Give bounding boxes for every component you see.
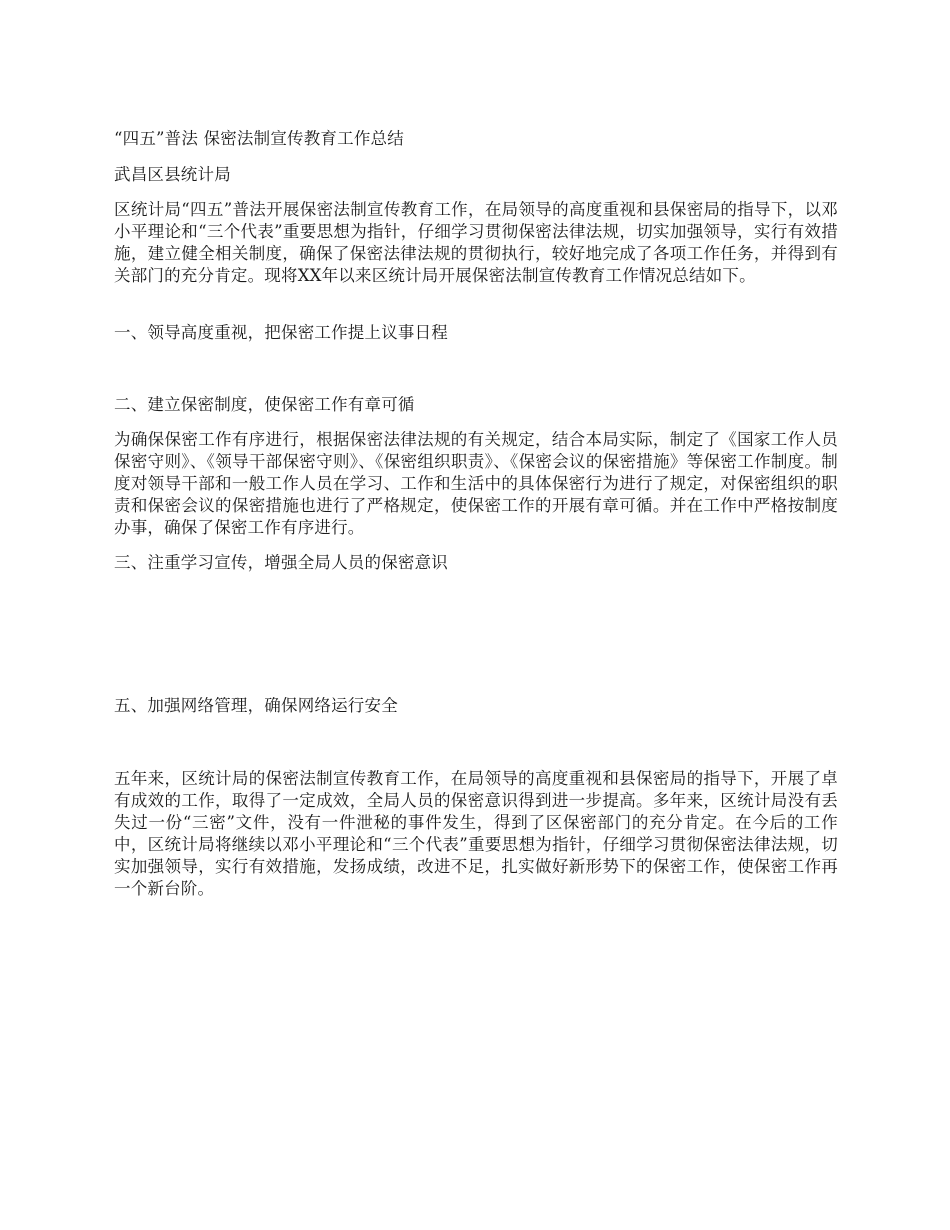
section-2-body: 为确保保密工作有序进行，根据保密法律法规的有关规定，结合本局实际，制定了《国家工作人员保密守则》、《领导干部保密守则》、《保密组织职责》、《保密会议的保密措施》等保密工作制度。制度对领导干部和一般工作人员在学习、工作和生活中的具体保密行为进行了规定，对保密组织的职责和保密会议的保密措施也进行了严格规定，使保密工作的开展有章可循。并在工作中严格按制度办事，确保了保密工作有序进行。 (114, 430, 838, 537)
intro-paragraph: 区统计局“四五”普法开展保密法制宣传教育工作，在局领导的高度重视和县保密局的指导下，以邓小平理论和“三个代表”重要思想为指针，仔细学习贯彻保密法律法规，切实加强领导，实行有效措施，建立健全相关制度，确保了保密法律法规的贯彻执行，较好地完成了各项工作任务，并得到有关部门的充分肯定。现将XX年以来区统计局开展保密法制宣传教育工作情况总结如下。 (114, 200, 838, 285)
document-title: “四五”普法 保密法制宣传教育工作总结 (114, 129, 404, 148)
section-heading-2: 二、建立保密制度，使保密工作有章可循 (114, 395, 415, 414)
section-heading-5: 五、加强网络管理，确保网络运行安全 (114, 696, 398, 715)
conclusion-paragraph: 五年来，区统计局的保密法制宣传教育工作，在局领导的高度重视和县保密局的指导下，开展了卓有成效的工作，取得了一定成效，全局人员的保密意识得到进一步提高。多年来，区统计局没有丢失过一份“三密”文件，没有一件泄秘的事件发生，得到了区保密部门的充分肯定。在今后的工作中，区统计局将继续以邓小平理论和“三个代表”重要思想为指针，仔细学习贯彻保密法律法规，切实加强领导，实行有效措施，发扬成绩，改进不足，扎实做好新形势下的保密工作，使保密工作再一个新台阶。 (114, 769, 838, 898)
section-heading-1: 一、领导高度重视，把保密工作提上议事日程 (114, 323, 448, 342)
section-heading-3: 三、注重学习宣传，增强全局人员的保密意识 (114, 553, 448, 572)
document-author: 武昌区县统计局 (114, 165, 231, 184)
